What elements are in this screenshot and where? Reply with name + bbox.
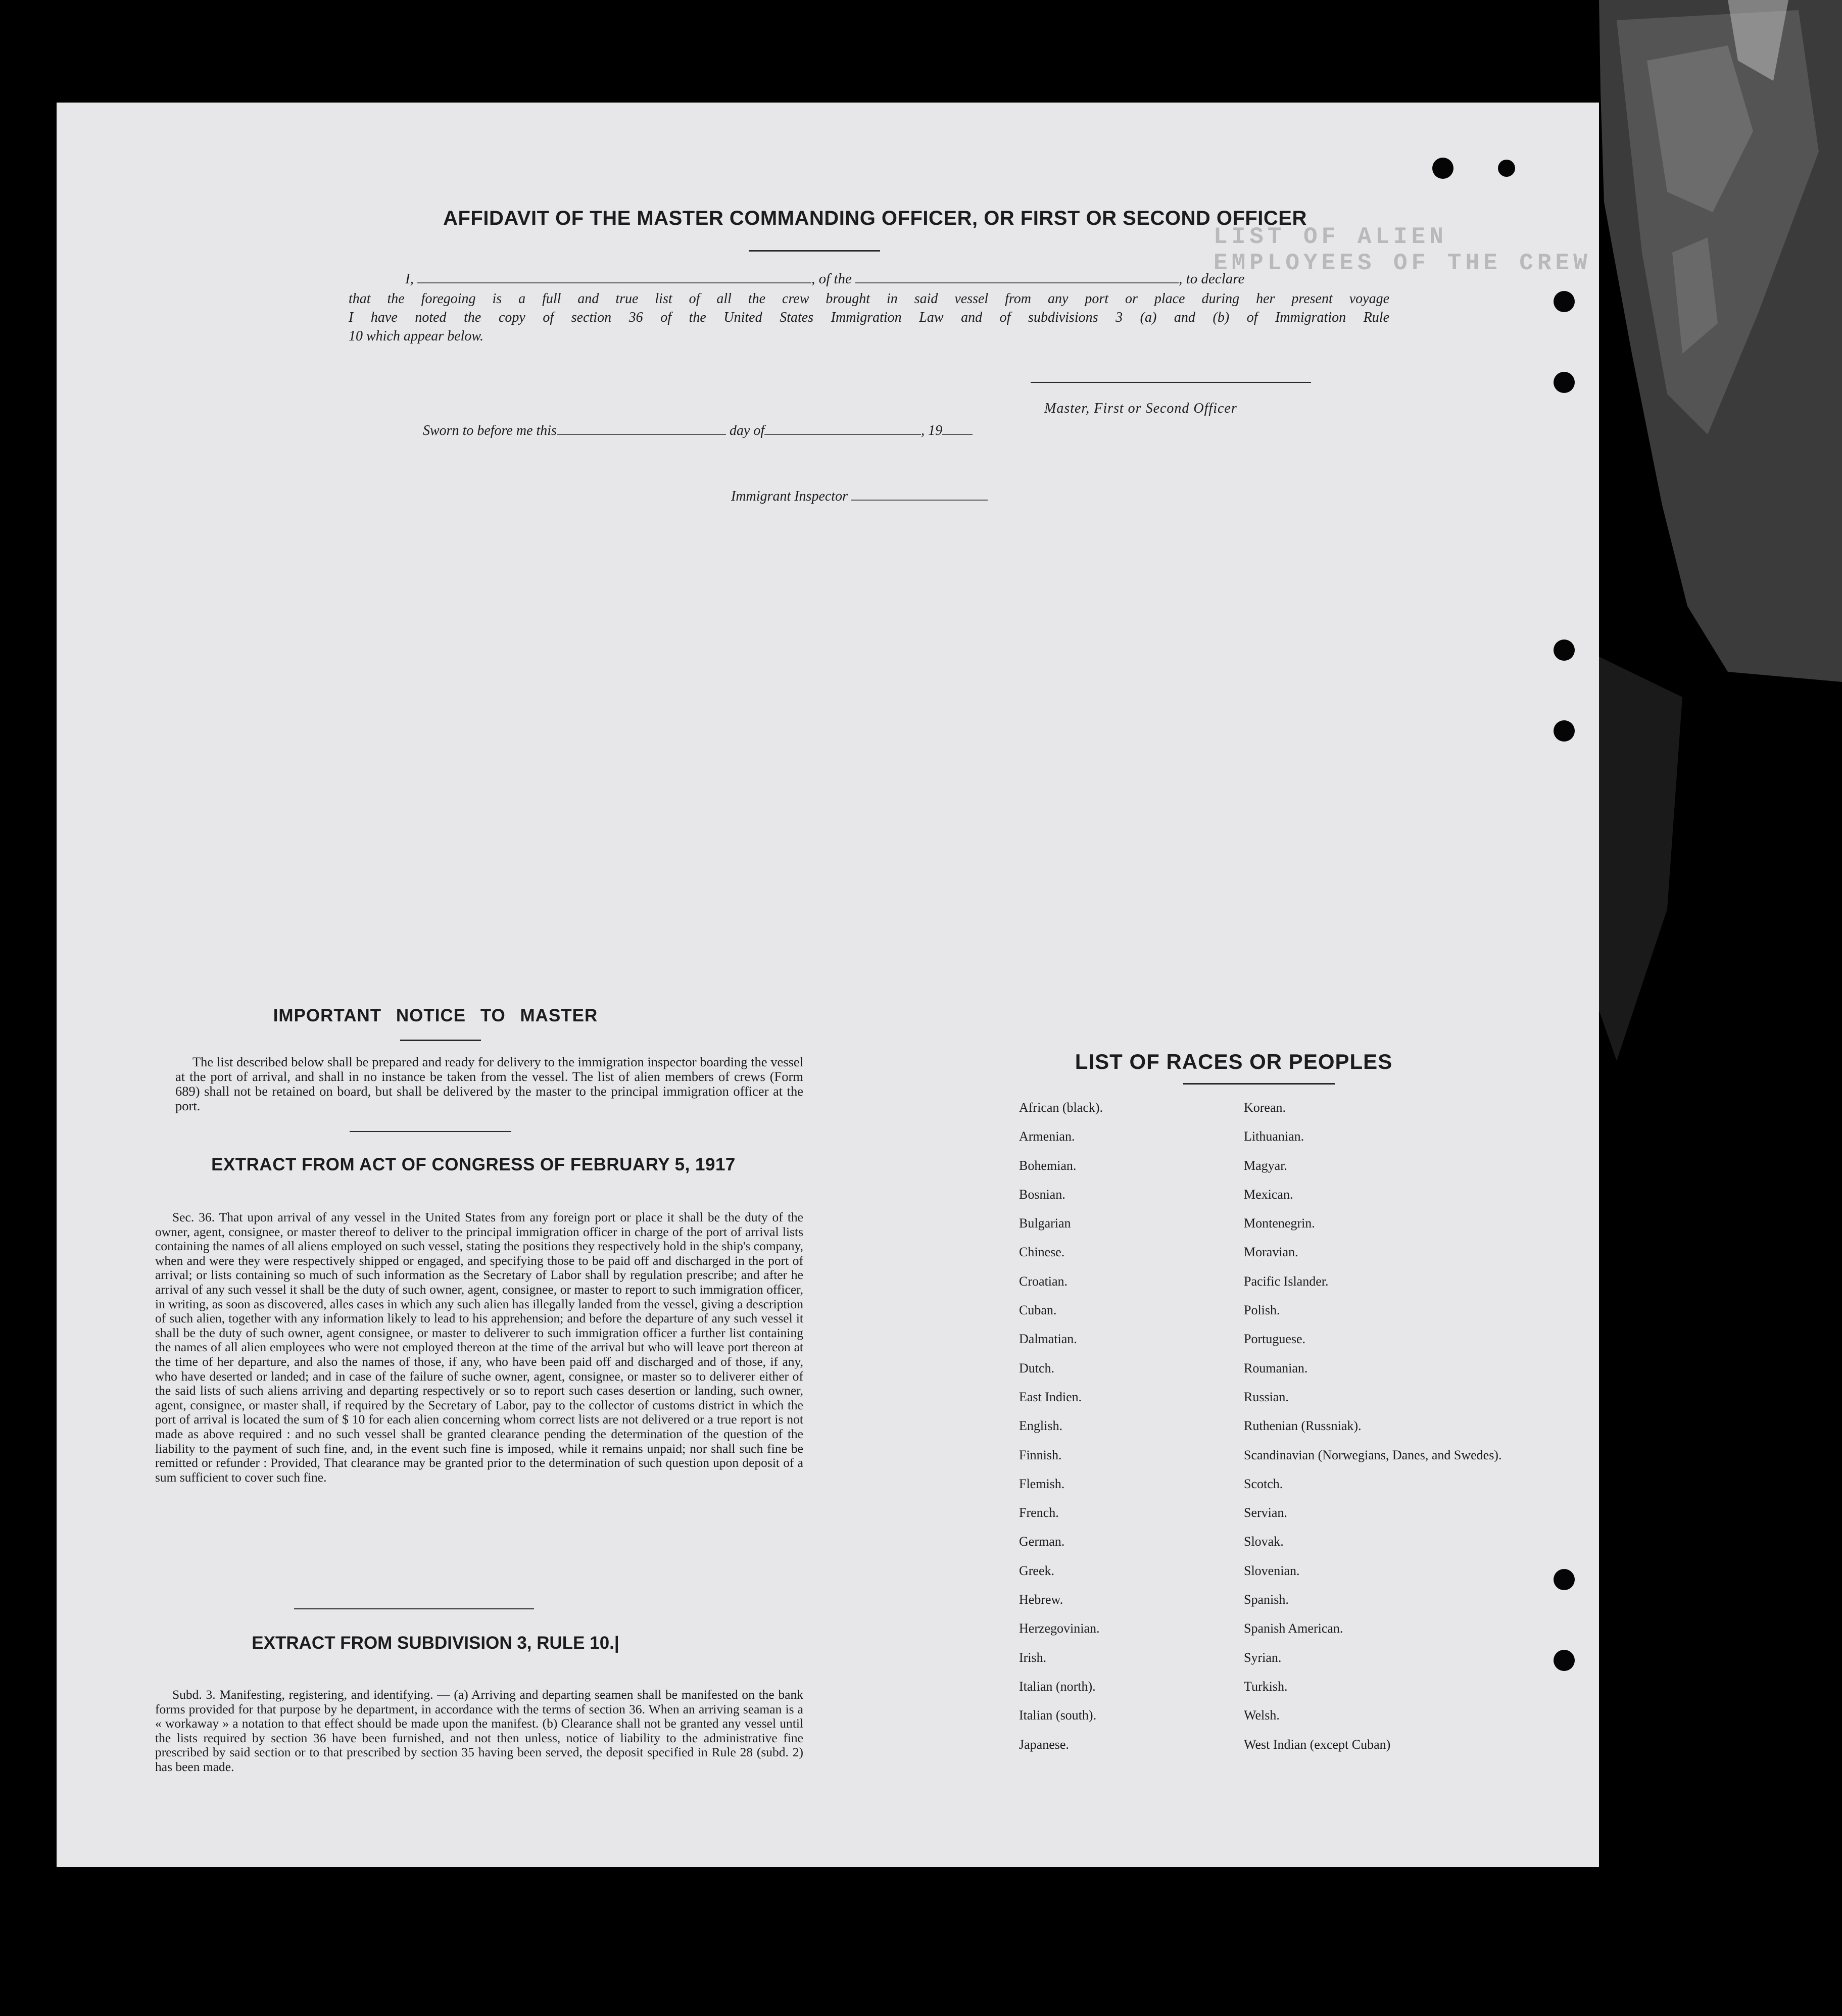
sworn-line: [423, 420, 1155, 439]
act-extract-title: EXTRACT FROM ACT OF CONGRESS OF FEBRUARY 5, 1917: [211, 1155, 736, 1174]
punch-hole: [1554, 720, 1575, 742]
race-item-right: Spanish American.: [1244, 1621, 1343, 1636]
declaration-body-line3: 10 which appear below.: [349, 328, 484, 344]
races-left-column: [1019, 1101, 1103, 1767]
race-item-left: African (black).: [1019, 1100, 1103, 1115]
sworn-month-field[interactable]: [764, 420, 921, 435]
race-item-left: French.: [1019, 1505, 1059, 1520]
notice-body: The list described below shall be prepared and ready for delivery to the immigration inspector boarding the vessel at the port of arrival, and shall in no instance be taken from the vessel. The list of alien members of crews (Form 689) shall not be retained on board, but shall be delivered by the master to the principal immigration officer at the port.: [175, 1054, 803, 1113]
sworn-year-field[interactable]: [942, 420, 973, 435]
race-item-left: Flemish.: [1019, 1476, 1065, 1491]
races-right-column: [1244, 1101, 1501, 1767]
race-item-left: German.: [1019, 1534, 1065, 1549]
of-the-label: , of the: [811, 271, 852, 287]
master-signature-label: Master, First or Second Officer: [1044, 401, 1237, 416]
race-item-right: West Indian (except Cuban): [1244, 1737, 1391, 1752]
notice-title: IMPORTANT NOTICE TO MASTER: [273, 1006, 598, 1025]
declaration-body-line2: I have noted the copy of section 36 of the United States Immigration Law and of subdivisions 3 (a) and (b) of Immigration Rule: [349, 310, 1389, 325]
bleed-through: LIST OF ALIEN EMPLOYEES OF THE CREW: [1214, 224, 1591, 276]
inspector-signature-field[interactable]: [851, 485, 988, 501]
sworn-day-field[interactable]: [557, 420, 726, 435]
inspector-line: [731, 485, 988, 505]
race-item-right: Mexican.: [1244, 1187, 1293, 1202]
races-title: LIST OF RACES OR PEOPLES: [1075, 1050, 1393, 1073]
year-label: , 19: [921, 423, 943, 438]
race-item-right: Servian.: [1244, 1505, 1287, 1520]
master-signature-line[interactable]: [1031, 382, 1311, 383]
punch-hole: [1554, 372, 1575, 393]
act-extract-rule: [294, 1608, 534, 1609]
race-item-left: Italian (north).: [1019, 1679, 1096, 1694]
race-item-right: Russian.: [1244, 1389, 1289, 1404]
race-item-right: Slovenian.: [1244, 1563, 1300, 1578]
rule-extract-title: EXTRACT FROM SUBDIVISION 3, RULE 10.|: [252, 1633, 619, 1653]
day-of-label: day of: [729, 423, 765, 438]
race-item-right: Moravian.: [1244, 1245, 1298, 1260]
punch-hole: [1554, 291, 1575, 312]
race-item-right: Turkish.: [1244, 1679, 1288, 1694]
title-rule: [749, 250, 880, 252]
punch-hole: [1432, 158, 1453, 179]
vessel-name-field[interactable]: [855, 268, 1179, 283]
race-item-right: Scotch.: [1244, 1476, 1283, 1491]
race-item-right: Pacific Islander.: [1244, 1273, 1329, 1289]
race-item-right: Spanish.: [1244, 1592, 1289, 1607]
declaration-body: [349, 289, 1389, 346]
race-item-right: Syrian.: [1244, 1650, 1282, 1665]
master-name-field[interactable]: [417, 268, 811, 283]
race-item-left: East Indien.: [1019, 1389, 1082, 1404]
race-item-left: Bulgarian: [1019, 1216, 1071, 1231]
race-item-left: Japanese.: [1019, 1737, 1069, 1752]
race-item-right: Scandinavian (Norwegians, Danes, and Swedes).: [1244, 1447, 1502, 1462]
race-item-left: Cuban.: [1019, 1303, 1057, 1318]
notice-rule: [350, 1131, 511, 1132]
race-item-left: Chinese.: [1019, 1245, 1065, 1260]
race-item-right: Ruthenian (Russniak).: [1244, 1418, 1362, 1434]
race-item-left: Dutch.: [1019, 1360, 1055, 1375]
punch-hole: [1554, 1650, 1575, 1671]
race-item-left: Irish.: [1019, 1650, 1047, 1665]
race-item-left: English.: [1019, 1418, 1062, 1434]
punch-hole: [1554, 640, 1575, 661]
race-item-left: Armenian.: [1019, 1129, 1075, 1144]
race-item-left: Bosnian.: [1019, 1187, 1065, 1202]
races-title-underline: [1183, 1083, 1335, 1085]
form-page: [57, 103, 1599, 1867]
punch-hole: [1498, 160, 1515, 177]
race-item-right: Magyar.: [1244, 1158, 1287, 1173]
notice-title-underline: [400, 1040, 481, 1041]
to-declare-label: , to declare: [1179, 271, 1245, 287]
race-item-right: Lithuanian.: [1244, 1129, 1304, 1144]
race-item-right: Portuguese.: [1244, 1332, 1306, 1347]
race-item-left: Finnish.: [1019, 1447, 1062, 1462]
rule-extract-body: Subd. 3. Manifesting, registering, and identifying. — (a) Arriving and departing seamen shall be manifested on the bank forms provided for that purpose by he department, in accordance with the terms of section 36. When an arriving seaman is a « workaway » a notation to that effect should be made upon the manifest. (b) Clearance shall not be granted any vessel until the lists required by section 36 have been furnished, and not then unless, notice of liability to the administrative fine prescribed by said section or to that prescribed by section 35 having been served, the deposit specified in Rule 28 (subd. 2) has been made.: [155, 1687, 803, 1774]
race-item-right: Korean.: [1244, 1100, 1286, 1115]
race-item-left: Greek.: [1019, 1563, 1055, 1578]
race-item-left: Dalmatian.: [1019, 1332, 1077, 1347]
inspector-label: Immigrant Inspector: [731, 488, 848, 504]
i-label: I,: [405, 271, 414, 287]
race-item-left: Italian (south).: [1019, 1708, 1097, 1723]
sworn-label: Sworn to before me this: [423, 423, 557, 438]
race-item-left: Hebrew.: [1019, 1592, 1063, 1607]
race-item-right: Roumanian.: [1244, 1360, 1308, 1375]
race-item-left: Bohemian.: [1019, 1158, 1077, 1173]
declaration-body-line1: that the foregoing is a full and true list of all the crew brought in said vessel from any port or place during her present voyage: [349, 291, 1389, 307]
affidavit-title: AFFIDAVIT OF THE MASTER COMMANDING OFFICER, OR FIRST OR SECOND OFFICER: [443, 207, 1307, 229]
race-item-right: Slovak.: [1244, 1534, 1284, 1549]
punch-hole: [1554, 1569, 1575, 1590]
race-item-right: Polish.: [1244, 1303, 1280, 1318]
race-item-left: Croatian.: [1019, 1273, 1068, 1289]
act-extract-body: Sec. 36. That upon arrival of any vessel in the United States from any foreign port or place it shall be the duty of the owner, agent, consignee, or master thereof to deliver to the principal immigration officer in charge of the port of arrival lists containing the names of all aliens employed on such vessel, stating the positions they respectively hold in the ship's company, when and were they were respectively shipped or engaged, and specifying those to be paid off and discharged in the port of arrival; or lists containing so much of such information as the Secretary of Labor shall by regulation prescribe; and after he arrival of any such vessel it shall be the duty of such owner, agent, consignee, or master to report to such immigration officer, in writing, as soon as discovered, alles cases in which any such alien has illegally landed from the vessel, giving a description of such alien, together with any information likely to lead to his apprehension; and before the departure of any such vessel it shall be the duty of such owner, agent consignee, or master to deliverer to such immigration officer a further list containing the names of all alien employees who were not employed thereon at the time of the arrival but who will leave port thereon at the time of her departure, and also the names of those, if any, who have been paid off and discharged and of those, if any, who have deserted or landed; and in case of the failure of suche owner, agent, consignee, or master so to deliverer either of the said lists of such aliens arriving and departing respectively or so to report such cases desertion or landing, such owner, agent, consignee, or master shall, if required by the Secretary of Labor, pay to the collector of customs district in which the port of arrival is located the sum of $ 10 for each alien concerning whom correct lists are not delivered or a true report is not made as above required : and no such vessel shall be granted clearance pending the determination of the question of the liability to the payment of such fine, and, in the event such fine is imposed, while it remains unpaid; nor shall such fine be remitted or refunder : Provided, That clearance may be granted prior to the determination of such question upon deposit of a sum sufficient to cover such fine.: [155, 1210, 803, 1485]
race-item-left: Herzegovinian.: [1019, 1621, 1100, 1636]
race-item-right: Montenegrin.: [1244, 1216, 1315, 1231]
race-item-right: Welsh.: [1244, 1708, 1280, 1723]
declaration-line: [405, 268, 1380, 287]
